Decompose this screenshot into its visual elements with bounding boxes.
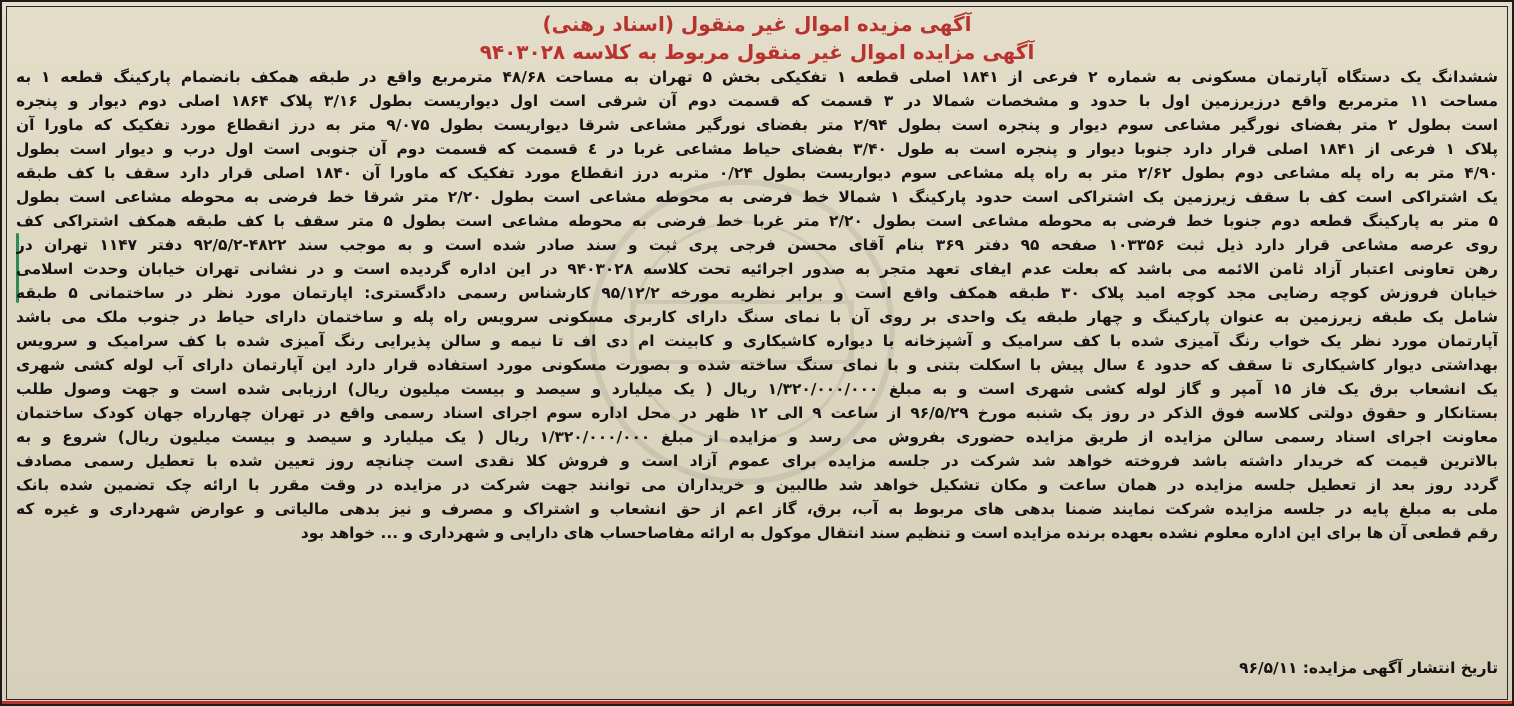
body-line: ششدانگ یک دستگاه آپارتمان مسکونی به شماره ۲ فرعی از ۱۸۴۱ اصلی قطعه ۱ تفکیکی بخش ۵ تهران به مساحت ۴۸/۶۸ مترمربع واقع در طبقه همکف بانضمام پارکینگ قطعه ۱ به — [16, 68, 1498, 86]
body-line: یک انشعاب برق یک فاز ۱۵ آمپر و گاز لوله کشی شهری است و به مبلغ ۱/۳۲۰/۰۰۰/۰۰۰ ریال ( یک میلیارد و سیصد و بیست میلیون ریال) ارزیابی شده است و جهت وصول طلب — [16, 380, 1498, 398]
body-line: بالاترین قیمت که خریدار داشته باشد فروخته خواهد شد شرکت در جلسه مزایده برای عموم آزاد است و فروش کلا نقدی است چنانچه روز تعیین شده با تعطیل رسمی مصادف — [16, 452, 1498, 470]
body-line: رقم قطعی آن ها برای این اداره معلوم نشده بعهده برنده مزایده است و تنظیم سند انتقال موکول به ارائه مفاصاحساب های دارایی و شهرداری و ... خواهد بود — [300, 524, 1498, 542]
heading-line-1: آگهی مزیده اموال غیر منقول (اسناد رهنی) — [542, 12, 972, 36]
body-line: آپارتمان مورد نظر یک خواب رنگ آمیزی شده با کف سرامیک و آشپزخانه با دیواره کاشیکاری و کابینت ام دی اف تا نیمه و سالن پذیرایی رنگ آمیزی شده با کف سرامیک و سرویس — [16, 332, 1498, 350]
body-line: روی عرصه مشاعی قرار دارد ذیل ثبت ۱۰۳۳۵۶ صفحه ۹۵ دفتر ۳۶۹ بنام آقای محسن فرجی پری ثبت و سند صادر شده است و به موجب سند ۴۸۲۲-۹۲/۵/۲ دفتر ۱۱۴۷ تهران در — [16, 236, 1498, 254]
body-line: بستانکار و حقوق دولتی کلاسه فوق الذکر در روز یک شنبه مورخ ۹۶/۵/۲۹ از ساعت ۹ الی ۱۲ ظهر در محل اداره سوم اجرای اسناد رسمی واقع در تهران چهارراه جهان کودک ساختمان — [16, 404, 1498, 422]
notice-heading — [2, 10, 1512, 66]
body-line: رهن تعاونی اعتبار آزاد ثامن الائمه می باشد که بعلت عدم ایفای تعهد متجر به صدور اجرائیه تحت کلاسه ۹۴۰۳۰۲۸ در این اداره گردیده است و در نشانی تهران خیابان وحدت اسلامی — [16, 260, 1498, 278]
body-line: ۵ متر به پارکینگ قطعه دوم جنوبا خط فرضی به محوطه مشاعی است بطول ۲/۲۰ متر غربا خط فرضی به محوطه مشاعی است بطول ۵ متر سقف با کف طبقه همکف اشتراکی کف — [16, 212, 1498, 230]
bottom-red-rule — [2, 701, 1512, 704]
publish-date-line: تاریخ انتشار آگهی مزایده: ۹۶/۵/۱۱ — [1239, 659, 1498, 677]
body-line: معاونت اجرای اسناد رسمی سالن مزایده از طریق مزایده حضوری بفروش می رسد و مزایده از مبلغ ۱/۳۲۰/۰۰۰/۰۰۰ ریال ( یک میلیارد و سیصد و بیست میلیون ریال) شروع و به — [16, 428, 1498, 446]
body-line: پلاک ۱ فرعی از ۱۸۴۱ اصلی قرار دارد جنوبا دیوار و پنجره است به طول ۳/۴۰ بفضای حیاط مشاعی غربا در ٤ قسمت که قسمت دوم آن جنوبی است اول درب و دیوار است بطول — [16, 140, 1498, 158]
body-line: است بطول ۲ متر بفضای نورگیر مشاعی سوم دیوار و پنجره است بطول ۲/۹۴ متر بفضای نورگیر مشاعی شرقا دیواریست بطول ۹/۰۷۵ متر به درز انقطاع مورد تفکیک که ماورا آن — [16, 116, 1498, 134]
body-line: شامل یک طبقه زیرزمین به عنوان پارکینگ و چهار طبقه یک واحدی بر روی آن با نمای سنگ دارای کاربری مسکونی سرویس راه پله و ساختمان دارای حیاط در جنوب ملک می باشد — [16, 308, 1498, 326]
body-line: ۴/۹۰ متر به راه پله مشاعی دوم بطول ۲/۶۲ متر به راه پله مشاعی سوم دیواریست بطول ۰/۲۴ متربه درز انقطاع مورد تفکیک که ماورا آن ۱۸۴۰ اصلی قرار دارد سقف با کف طبقه — [16, 164, 1498, 182]
body-line: بهداشتی دیوار کاشیکاری تا سقف که حدود ٤ سال پیش با اسکلت بتنی و با نمای سنگ ساخته شده و بصورت مسکونی مورد استفاده قرار دارد این آپارتمان دارای آب لوله کشی شهری — [16, 356, 1498, 374]
body-line: گردد روز بعد از تعطیل جلسه مزایده در همان ساعت و مکان تشکیل خواهد شد طالبین و خریداران می توانند جهت شرکت در مزایده در وقت مقرر با ارائه چک تضمین شده بانک — [16, 476, 1498, 494]
notice-body — [16, 65, 1498, 545]
body-line: یک اشتراکی است کف با سقف زیرزمین یک اشتراکی است حدود پارکینگ ۱ شمالا خط فرضی به محوطه مشاعی است بطول ۲/۲۰ متر شرقا خط فرضی به محوطه مشاعی است بطول — [16, 188, 1498, 206]
body-line: خیابان فروزش کوچه رضایی مجد کوچه امید پلاک ۳۰ طبقه همکف واقع است و برابر نظریه مورخه ۹۵/۱۲/۲ کارشناس رسمی دادگستری: اپارتمان مورد نظر در ساختمانی ۵ طبقه — [16, 284, 1498, 302]
body-line: ملی به مبلغ پایه در جلسه مزایده شرکت نمایند ضمنا بدهی های مربوط به آب، برق، گاز اعم از حق انشعاب و اشتراک و مصرف و نیز بدهی مالیاتی و عوارض شهرداری و غیره که — [16, 500, 1498, 518]
body-line: مساحت ۱۱ مترمربع واقع درزیرزمین اول با حدود و مشخصات شمالا در ۳ قسمت که قسمت دوم آن شرقی است اول دیواریست بطول ۳/۱۶ پلاک ۱۸۶۴ اصلی دوم دیوار و پنجره — [16, 92, 1498, 110]
heading-line-2: آگهی مزایده اموال غیر منقول مربوط به کلاسه ۹۴۰۳۰۲۸ — [479, 40, 1035, 64]
